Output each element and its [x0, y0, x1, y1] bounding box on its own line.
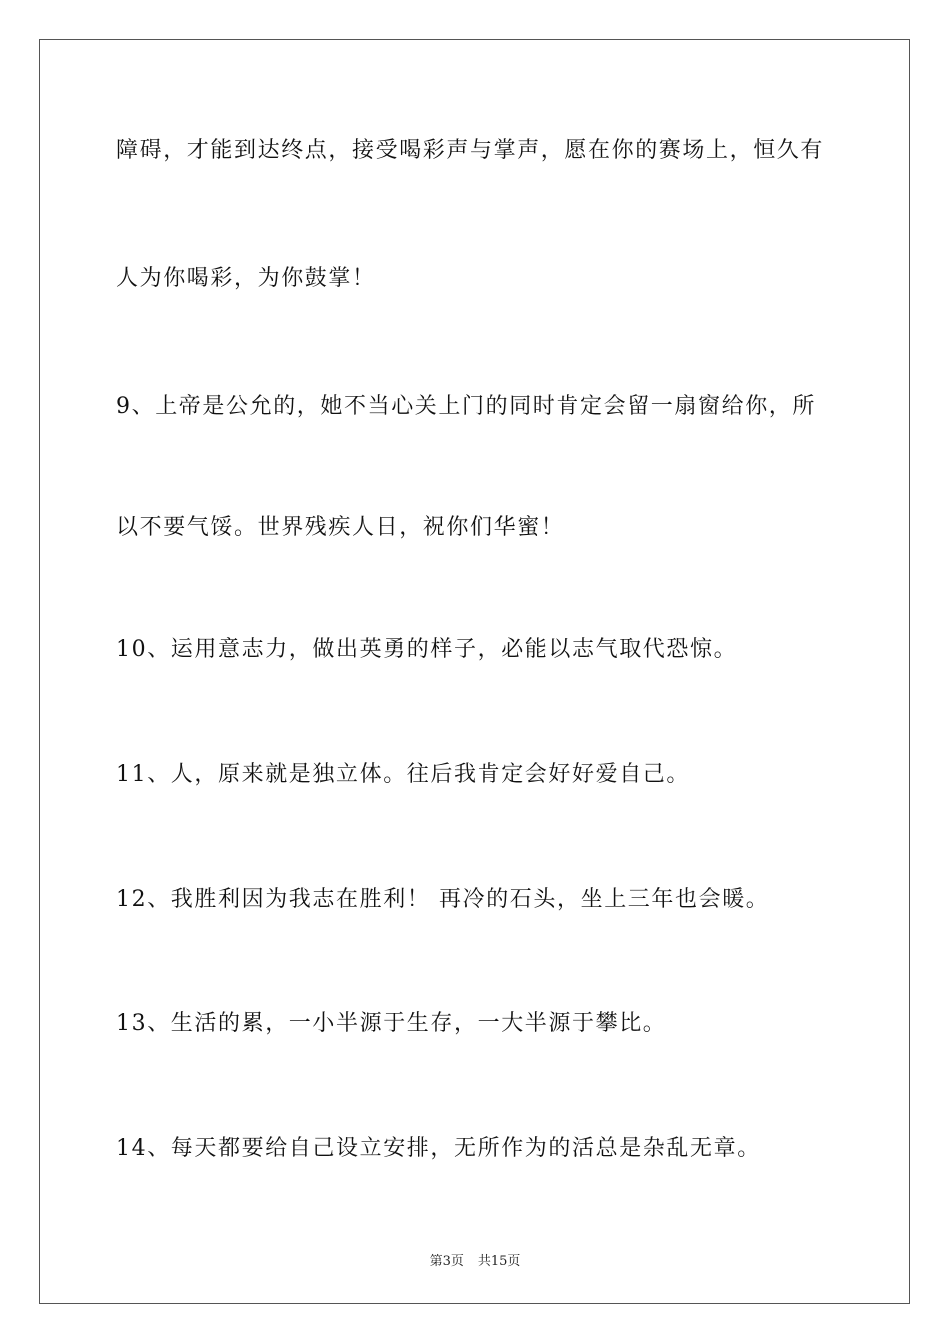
- body-line-5: 10、运用意志力，做出英勇的样子，必能以志气取代恐惊。: [116, 637, 738, 662]
- body-line-3: 9、上帝是公允的，她不当心关上门的同时肯定会留一扇窗给你，所: [116, 394, 816, 419]
- page-footer: [0, 1250, 950, 1269]
- body-line-7: 12、我胜利因为我志在胜利！ 再冷的石头，坐上三年也会暖。: [116, 887, 770, 912]
- page-border: [39, 39, 910, 1304]
- body-line-1: 障碍，才能到达终点，接受喝彩声与掌声，愿在你的赛场上，恒久有: [116, 138, 825, 163]
- page-total: 共15页: [477, 1254, 521, 1269]
- body-line-2: 人为你喝彩，为你鼓掌！: [116, 266, 376, 291]
- page-number: 第3页: [429, 1254, 464, 1269]
- body-line-8: 13、生活的累，一小半源于生存，一大半源于攀比。: [116, 1011, 667, 1036]
- body-line-9: 14、每天都要给自己设立安排，无所作为的活总是杂乱无章。: [116, 1136, 761, 1161]
- body-line-4: 以不要气馁。世界残疾人日，祝你们华蜜！: [116, 515, 565, 540]
- body-line-6: 11、人，原来就是独立体。往后我肯定会好好爱自己。: [116, 762, 690, 787]
